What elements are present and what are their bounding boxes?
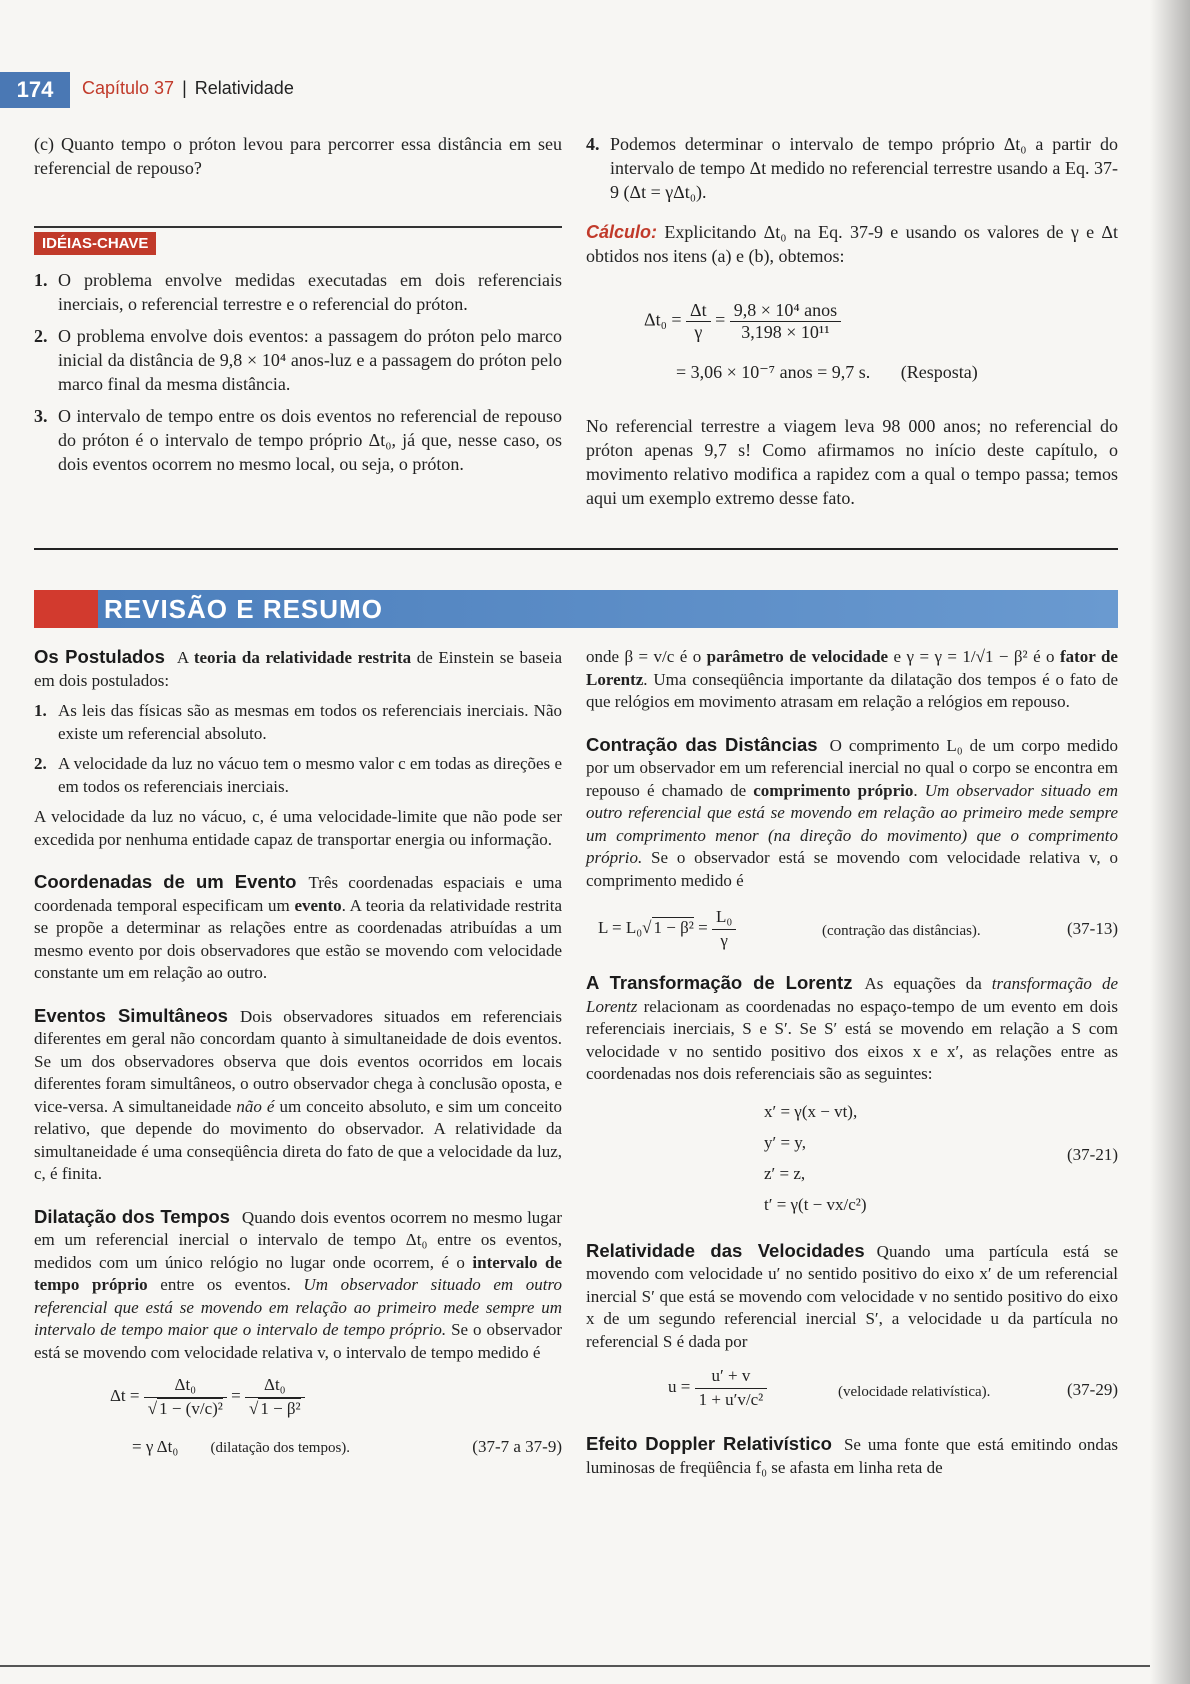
key-ideas-label: IDÉIAS-CHAVE bbox=[34, 232, 156, 255]
chapter-label: Capítulo 37 bbox=[82, 78, 175, 98]
chapter-topic: Relatividade bbox=[194, 78, 294, 98]
page-bottom-rule bbox=[0, 1665, 1150, 1667]
fraction: $\frac{\text{Δt₀}}{\text{√ 1 − (v/c)²}}$ bbox=[144, 1374, 227, 1420]
question-c bbox=[34, 132, 562, 186]
review-banner-accent bbox=[34, 590, 98, 628]
lorentz-equation-row: z′ = z, bbox=[764, 1163, 806, 1183]
page-header bbox=[0, 72, 1100, 112]
length-contraction-equation: L = L₀√ 1 − β² = $\frac{\text{L₀}}{\gamma}$ (contração das distâncias). (37-13) bbox=[586, 900, 1118, 956]
equation-number: (37-13) bbox=[1067, 919, 1118, 938]
calculation-text: Explicitando Δt₀ na Eq. 37-9 e usando os valores de γ e Δt obtidos nos itens (a) e (b), obtemos: bbox=[586, 222, 1118, 266]
time-dilation-equation: Δt = $\frac{\text{Δt₀}}{\text{√ 1 − (v/c)²}}$ = $\frac{\text{Δt₀}}{\text{√ 1 − β²}}$ = γ Δt₀ (dilatação dos tempos). (37-7 a 37-9) bbox=[34, 1374, 562, 1470]
calculation-label: Cálculo: bbox=[586, 222, 658, 242]
key-idea-item: 1. O problema envolve medidas executadas em dois referenciais inerciais, o referencial terrestre e o referencial do próton. bbox=[34, 270, 562, 314]
step-4-item: 4. Podemos determinar o intervalo de tempo próprio Δt₀ a partir do intervalo de tempo Δt medido no referencial terrestre usando a Eq. 37-9 (Δt = γΔt₀). bbox=[586, 134, 1118, 202]
answer-label: (Resposta) bbox=[900, 362, 978, 382]
lorentz-transformation-paragraph: A Transformação de Lorentz As equações da transformação de Lorentz relacionam as coordenadas no espaço-tempo de um evento em dois referenciais inerciais, S e S′. Se S′ está se movendo em relação a S com velocidade v no sentido positivo dos eixos x e x′, as relações entre as coordenadas nos dois referenciais são as seguintes: bbox=[586, 972, 1118, 1083]
time-dilation-heading: Dilatação dos Tempos bbox=[34, 1205, 230, 1227]
key-ideas-list bbox=[34, 268, 562, 484]
review-left-column bbox=[34, 646, 562, 1470]
solution-step-4 bbox=[586, 132, 1118, 274]
postulate-item: 1. As leis das físicas são as mesmas em todos os referenciais inerciais. Não existe um referencial absoluto. bbox=[34, 701, 562, 743]
event-coordinates-paragraph: Coordenadas de um Evento Três coordenadas espaciais e uma coordenada temporal especificam um evento. A teoria da relatividade restrita se propõe a determinar as relações entre as coordenadas atribuídas a um mesmo evento por dois observadores que estão se movendo com velocidade constante um em relação ao outro. bbox=[34, 871, 562, 982]
calculation-paragraph bbox=[586, 220, 1118, 268]
equation-number: (37-29) bbox=[1067, 1380, 1118, 1399]
simultaneous-events-heading: Eventos Simultâneos bbox=[34, 1004, 228, 1026]
velocity-equation: u = $\frac{u' + v}{\text{1 + u′v/c²}}$ (velocidade relativística). (37-29) bbox=[586, 1361, 1118, 1417]
time-dilation-paragraph: Dilatação dos Tempos Quando dois eventos ocorrem no mesmo lugar em um referencial inercial o intervalo de tempo Δt₀ entre os eventos, medidos com um único relógio no lugar onde ocorrem, é o intervalo de tempo próprio entre os eventos. Um observador situado em outro referencial que está se movendo em relação ao primeiro mede sempre um intervalo de tempo maior que o intervalo de tempo próprio. Se o observador está se movendo com velocidade relativa v, o intervalo de tempo medido é bbox=[34, 1205, 562, 1362]
length-contraction-heading: Contração das Distâncias bbox=[586, 733, 818, 755]
equation-number: (37-21) bbox=[1067, 1144, 1118, 1164]
chapter-title bbox=[82, 78, 294, 99]
lorentz-equation-row: x′ = γ(x − vt), bbox=[764, 1101, 858, 1121]
velocity-relativity-heading: Relatividade das Velocidades bbox=[586, 1239, 865, 1261]
postulate-item: 2. A velocidade da luz no vácuo tem o mesmo valor c em todas as direções e em todos os referenciais inerciais. bbox=[34, 754, 562, 796]
section-divider bbox=[34, 548, 1118, 550]
equation-number: (37-7 a 37-9) bbox=[472, 1437, 562, 1456]
event-coordinates-heading: Coordenadas de um Evento bbox=[34, 871, 297, 892]
key-ideas-rule bbox=[34, 226, 562, 228]
proper-time-equation: Δt₀ = $\frac{\Delta t}{\gamma}$ = $\frac{\text{9,8 × 10⁴ anos}}{\text{3,198 × 10¹¹}}$ bbox=[644, 300, 841, 343]
doppler-heading: Efeito Doppler Relativístico bbox=[586, 1433, 832, 1454]
fraction: $\frac{u' + v}{\text{1 + u′v/c²}}$ bbox=[695, 1365, 768, 1411]
simultaneous-events-paragraph: Eventos Simultâneos Dois observadores situados em referenciais diferentes em geral não concordam quanto à simultaneidade de dois eventos. Se um dos observadores observa que dois eventos ocorridos em locais diferentes foram simultâneos, o outro observador chega à conclusão oposta, e vice-versa. A simultaneidade não é um conceito absoluto, e sim um conceito relativo, que depende do movimento do observador. A relatividade da simultaneidade é uma conseqüência direta do fato de que a velocidade da luz, c, é finita. bbox=[34, 1004, 562, 1183]
lorentz-equation-row: y′ = y, bbox=[764, 1132, 806, 1152]
page-edge-shadow bbox=[1150, 0, 1190, 1684]
postulates-intro: Os Postulados A teoria da relatividade restrita de Einstein se baseia em dois postulados: bbox=[34, 646, 562, 690]
fraction: $\frac{\text{L₀}}{\gamma}$ bbox=[712, 906, 736, 952]
key-idea-item: 2. O problema envolve dois eventos: a passagem do próton pelo marco inicial da distância de 9,8 × 10⁴ anos-luz e a passagem do próton pelo marco final da mesma distância. bbox=[34, 326, 562, 394]
fraction: $\frac{\text{Δt₀}}{\text{√ 1 − β²}}$ bbox=[245, 1374, 305, 1420]
postulates-list bbox=[34, 700, 562, 798]
lorentz-transformation-heading: A Transformação de Lorentz bbox=[586, 972, 853, 993]
lorentz-factor-paragraph: onde β = v/c é o parâmetro de velocidade e γ = γ = 1/√1 − β² é o fator de Lorentz. Uma conseqüência importante da dilatação dos tempos é o fato de que relógios em movimento atrasam em relação a relógios em repouso. bbox=[586, 647, 1118, 711]
postulates-heading: Os Postulados bbox=[34, 646, 165, 667]
review-right-column bbox=[586, 646, 1118, 1487]
review-title: REVISÃO E RESUMO bbox=[104, 594, 383, 624]
question-c-text: (c) Quanto tempo o próton levou para percorrer essa distância em seu referencial de repouso? bbox=[34, 134, 562, 178]
speed-limit-paragraph: A velocidade da luz no vácuo, c, é uma velocidade-limite que não pode ser excedida por nenhuma entidade capaz de transportar energia ou informação. bbox=[34, 807, 562, 849]
review-banner bbox=[34, 590, 1118, 628]
velocity-relativity-paragraph: Relatividade das Velocidades Quando uma partícula está se movendo com velocidade u′ no sentido positivo do eixo x′ de um referencial inercial S′ que está se movendo com velocidade v no sentido positivo do eixo x de um segundo referencial inercial S′, a velocidade u da partícula no referencial S é dada por bbox=[586, 1239, 1118, 1351]
doppler-paragraph: Efeito Doppler Relativístico Se uma fonte que está emitindo ondas luminosas de freqüência f₀ se afasta em linha reta de bbox=[586, 1433, 1118, 1477]
chapter-separator: | bbox=[182, 78, 187, 98]
conclusion-paragraph: No referencial terrestre a viagem leva 98 000 anos; no referencial do próton apenas 9,7 s! Como afirmamos no início deste capítulo, o movimento relativo modifica a rapidez com a qual o tempo passa; temos aqui um exemplo extremo desse fato. bbox=[586, 416, 1118, 508]
key-idea-item: 3. O intervalo de tempo entre os dois eventos no referencial de repouso do próton é o intervalo de tempo próprio Δt₀, já que, nesse caso, os dois eventos ocorrem no mesmo local, ou seja, o próton. bbox=[34, 406, 562, 474]
fraction: $\frac{\text{9,8 × 10⁴ anos}}{\text{3,198 × 10¹¹}}$ bbox=[730, 300, 841, 343]
lorentz-equations bbox=[586, 1096, 1118, 1224]
lorentz-equation-row: t′ = γ(t − vx/c²) bbox=[764, 1194, 867, 1214]
length-contraction-paragraph: Contração das Distâncias O comprimento L₀ de um corpo medido por um observador em um referencial inercial no qual o corpo se encontra em repouso é chamado de comprimento próprio. Um observador situado em outro referencial que está se movendo em relação ao primeiro mede sempre um comprimento menor (na direção do movimento) que o comprimento próprio. Se o observador está se movendo com velocidade relativa v, o comprimento medido é bbox=[586, 733, 1118, 890]
page-number: 174 bbox=[0, 72, 70, 108]
fraction: $\frac{\Delta t}{\gamma}$ bbox=[686, 300, 711, 343]
proper-time-result: = 3,06 × 10⁻⁷ anos = 9,7 s. (Resposta) bbox=[676, 362, 978, 382]
